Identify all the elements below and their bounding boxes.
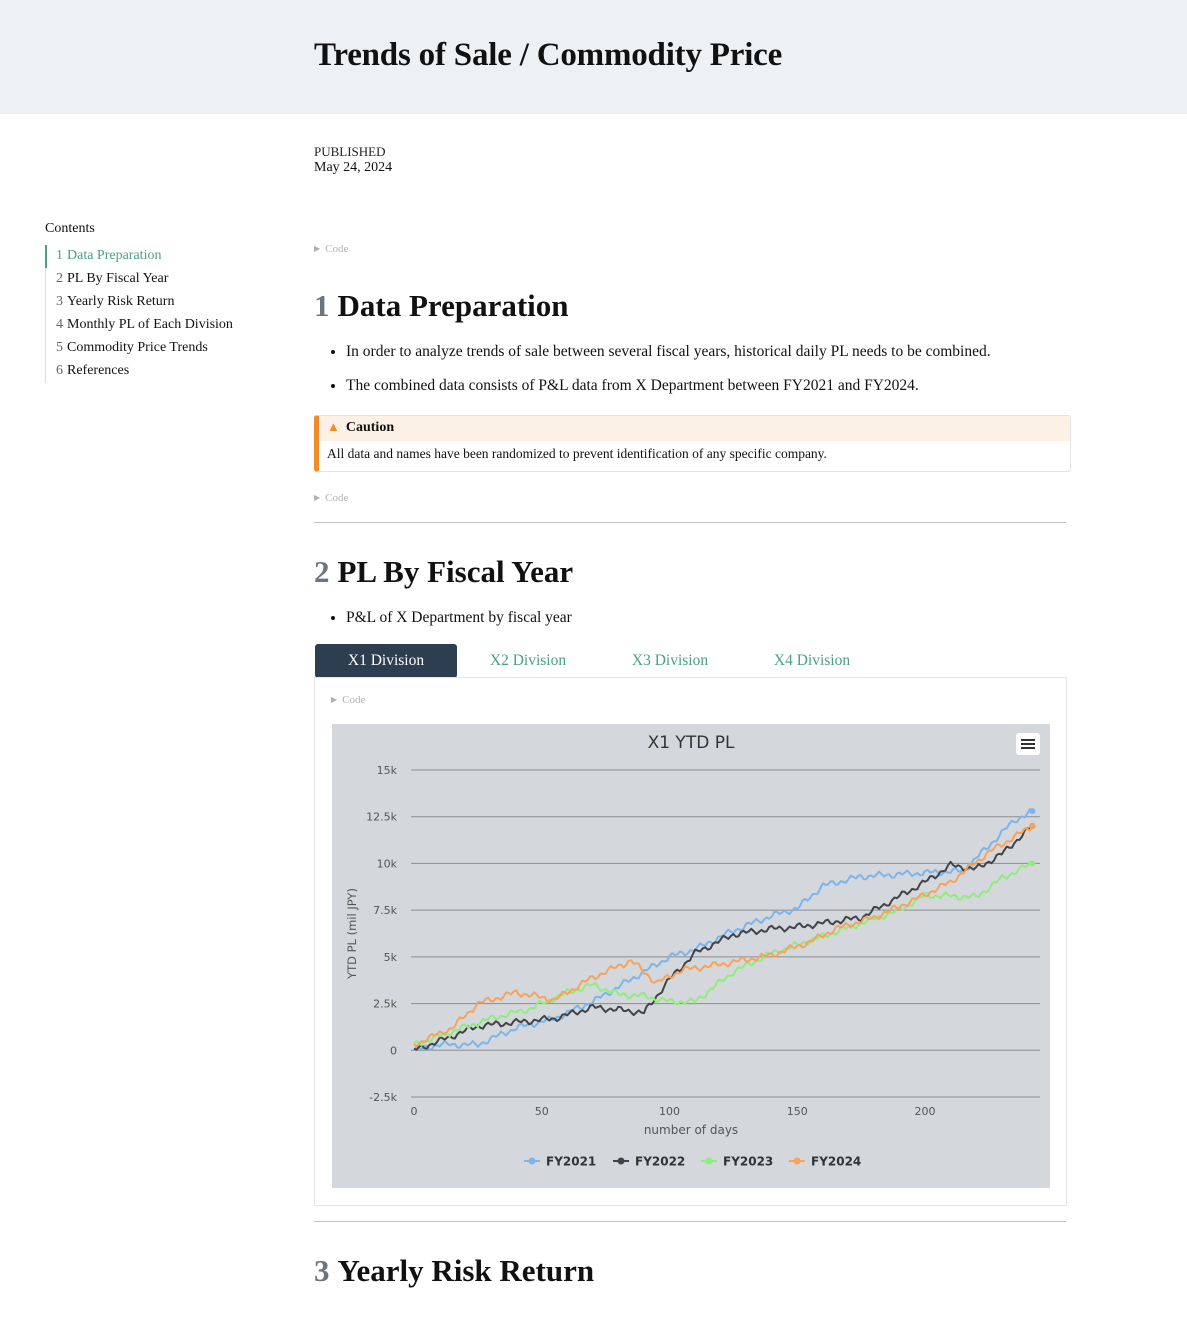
x-tick-label: 50	[534, 1105, 549, 1118]
toc-item-label: Yearly Risk Return	[67, 294, 175, 309]
page-title: Trends of Sale / Commodity Price	[314, 37, 783, 73]
y-tick-label: 10k	[376, 857, 397, 871]
section-title: Data Preparation	[337, 288, 569, 323]
chart-title: X1 YTD PL	[647, 733, 735, 753]
section-heading-pl-by-fiscal-year	[314, 554, 573, 590]
series-endpoint-fy2024	[1029, 823, 1035, 829]
section-title: Yearly Risk Return	[337, 1253, 595, 1288]
table-of-contents	[45, 221, 265, 383]
triangle-right-icon: ▶	[331, 695, 338, 704]
legend-marker-fy2024	[794, 1158, 801, 1165]
section2-bullets	[314, 608, 572, 642]
tab-x2-division[interactable]: X2 Division	[489, 652, 567, 669]
code-fold-label: Code	[325, 492, 349, 504]
series-line-fy2021	[414, 809, 1032, 1050]
section-number: 2	[314, 554, 330, 589]
x-tick-label: 0	[410, 1105, 418, 1118]
list-item: • P&L of X Department by fiscal year	[346, 608, 572, 628]
toc-item-number: 2	[56, 271, 63, 286]
legend-marker-fy2021	[529, 1158, 536, 1165]
x-tick-label: 200	[914, 1105, 936, 1118]
legend-label-fy2021: FY2021	[546, 1154, 597, 1169]
code-fold-toggle[interactable]	[314, 243, 348, 255]
y-tick-label: 12.5k	[366, 810, 397, 824]
callout-title: Caution	[345, 420, 395, 435]
toc-item-data-preparation[interactable]	[45, 245, 265, 268]
toc-item-number: 4	[56, 317, 63, 332]
published-label: PUBLISHED	[314, 144, 386, 159]
y-tick-label: 15k	[376, 764, 397, 777]
tab-x1-division[interactable]: X1 Division	[315, 644, 457, 678]
toc-title: Contents	[45, 221, 95, 236]
callout-header	[319, 416, 1070, 441]
list-item: • The combined data consists of P&L data from X Department between FY2021 and FY2024.	[346, 376, 991, 396]
callout-body: All data and names have been randomized to prevent identification of any specific company.	[327, 446, 827, 461]
chart-menu-button[interactable]	[1016, 733, 1040, 755]
section-number: 3	[314, 1253, 330, 1288]
caution-callout	[314, 415, 1071, 472]
x-tick-label: 150	[786, 1105, 808, 1118]
toc-item-label: PL By Fiscal Year	[67, 271, 169, 286]
legend-label-fy2024: FY2024	[811, 1154, 862, 1169]
chart-svg	[332, 724, 1050, 1188]
toc-item-number: 3	[56, 294, 63, 309]
toc-item-pl-by-fiscal-year[interactable]	[46, 268, 265, 291]
section-heading-data-preparation	[314, 288, 569, 324]
legend-label-fy2022: FY2022	[635, 1154, 686, 1169]
legend-marker-fy2022	[618, 1158, 625, 1165]
y-tick-label: 5k	[383, 950, 397, 964]
caution-cone-icon: ▲	[327, 419, 340, 434]
y-tick-label: 0	[390, 1044, 397, 1058]
section-number: 1	[314, 288, 330, 323]
hamburger-icon-bar	[1021, 747, 1035, 749]
tab-x3-division[interactable]: X3 Division	[631, 652, 709, 669]
toc-item-label: Data Preparation	[67, 248, 162, 263]
legend-marker-fy2023	[706, 1158, 713, 1165]
toc-item-number: 6	[56, 363, 63, 378]
tab-x4-division[interactable]: X4 Division	[773, 652, 851, 669]
divider	[314, 522, 1066, 523]
published-date: May 24, 2024	[314, 160, 393, 175]
series-endpoint-fy2023	[1029, 860, 1035, 866]
divider	[314, 1221, 1066, 1222]
toc-item-label: References	[67, 363, 130, 378]
triangle-right-icon: ▶	[314, 244, 321, 253]
hamburger-icon-bar	[1021, 739, 1035, 741]
code-fold-label: Code	[325, 243, 349, 255]
series-line-fy2023	[414, 863, 1032, 1046]
y-tick-label: 7.5k	[373, 904, 397, 918]
toc-item-commodity-price-trends[interactable]	[46, 337, 265, 360]
y-axis-label: YTD PL (mil JPY)	[345, 888, 359, 979]
toc-item-number: 5	[56, 340, 63, 355]
section-heading-yearly-risk-return	[314, 1253, 594, 1289]
code-fold-toggle[interactable]	[331, 694, 365, 706]
toc-item-label: Monthly PL of Each Division	[67, 317, 233, 332]
series-endpoint-fy2021	[1029, 808, 1035, 814]
toc-item-label: Commodity Price Trends	[67, 340, 208, 355]
y-tick-label: 2.5k	[373, 997, 397, 1011]
code-fold-label: Code	[342, 694, 366, 706]
hamburger-icon-bar	[1021, 743, 1035, 745]
y-tick-label: -2.5k	[369, 1091, 397, 1104]
triangle-right-icon: ▶	[314, 493, 321, 502]
toc-item-yearly-risk-return[interactable]	[46, 291, 265, 314]
toc-item-references[interactable]	[46, 360, 265, 383]
section-title: PL By Fiscal Year	[337, 554, 574, 589]
x-tick-label: 100	[659, 1105, 681, 1118]
legend-label-fy2023: FY2023	[723, 1154, 774, 1169]
code-fold-toggle[interactable]	[314, 492, 348, 504]
toc-list	[45, 245, 265, 383]
ytd-pl-chart	[332, 724, 1050, 1188]
section1-bullets	[314, 342, 991, 410]
title-banner	[0, 0, 1187, 114]
list-item: • In order to analyze trends of sale between several fiscal years, historical daily PL needs to be combined.	[346, 342, 991, 362]
x-axis-label: number of days	[643, 1123, 739, 1137]
toc-item-monthly-pl[interactable]	[46, 314, 265, 337]
toc-item-number: 1	[56, 248, 63, 263]
